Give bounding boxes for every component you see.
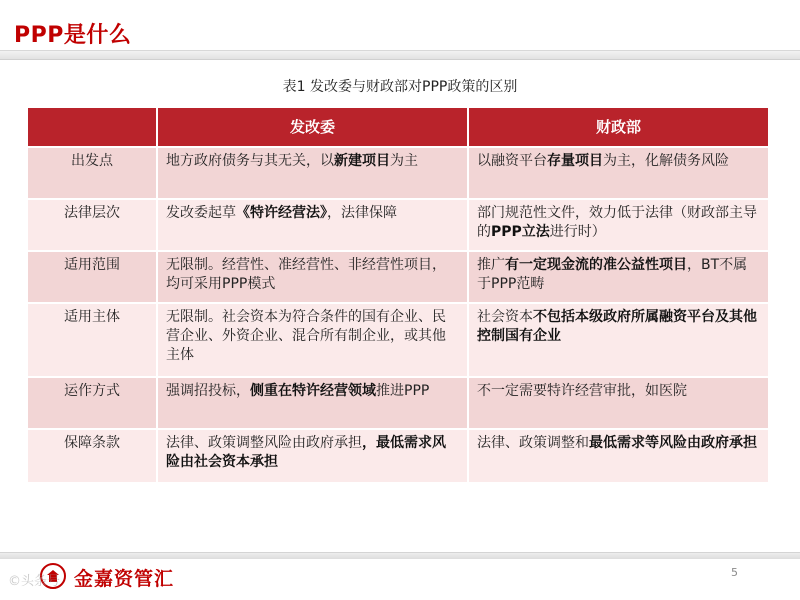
row-label: 适用主体: [28, 303, 157, 377]
cell-text: 无限制。经营性、准经营性、非经营性项目，均可采用PPP模式: [166, 257, 446, 292]
table-row: [28, 251, 768, 303]
ndrc-cell: [157, 303, 468, 377]
ndrc-cell: [157, 377, 468, 429]
row-label: 法律层次: [28, 199, 157, 251]
mof-cell: [468, 147, 768, 199]
table-caption: 表1 发改委与财政部对PPP政策的区别: [282, 79, 518, 95]
table-row: [28, 199, 768, 251]
cell-text: 进行时）: [549, 224, 606, 240]
mof-cell: [468, 377, 768, 429]
row-label: 适用范围: [28, 251, 157, 303]
emphasis-text: 存量项目: [547, 153, 603, 169]
mof-cell: [468, 303, 768, 377]
cell-text: 法律、政策调整风险由政府承担: [166, 435, 362, 451]
cell-text: 社会资本: [477, 309, 533, 325]
cell-text: 为主，化解债务风险: [603, 153, 729, 169]
header-mof: 财政部: [468, 108, 768, 147]
header-ndrc: 发改委: [157, 108, 468, 147]
emphasis-text: 侧重在特许经营领域: [250, 383, 376, 399]
mof-cell: [468, 429, 768, 482]
ndrc-cell: [157, 147, 468, 199]
page-number: 5: [731, 566, 738, 579]
mof-cell: [468, 251, 768, 303]
emphasis-text: 《特许经营法》: [236, 205, 327, 221]
policy-comparison-table: [28, 108, 768, 482]
cell-text: 强调招投标，: [166, 383, 250, 399]
emphasis-text: PPP立法: [491, 224, 550, 240]
ndrc-cell: [157, 429, 468, 482]
table-row: [28, 147, 768, 199]
cell-text: ，法律保障: [327, 205, 397, 221]
cell-text: ，BT不属于PPP范畴: [477, 257, 748, 292]
cell-text: 推进PPP: [376, 383, 430, 399]
emphasis-text: 新建项目: [334, 153, 390, 169]
cell-text: 发改委起草: [166, 205, 236, 221]
cell-text: 推广: [477, 257, 505, 273]
cell-text: 法律、政策调整和: [477, 435, 589, 451]
cell-text: 地方政府债务与其无关，以: [166, 153, 334, 169]
watermark: ©头条号: [8, 574, 61, 589]
row-label: 出发点: [28, 147, 157, 199]
header-blank: [28, 108, 157, 147]
cell-text: 不一定需要特许经营审批，如医院: [477, 383, 687, 399]
row-label: 运作方式: [28, 377, 157, 429]
cell-text: 部门规范性文件，效力低于法律（财政部主导的: [477, 205, 757, 240]
cell-text: 为主: [390, 153, 418, 169]
cell-text: 无限制。社会资本为符合条件的国有企业、民营企业、外资企业、混合所有制企业，或其他主体: [166, 309, 446, 363]
ndrc-cell: [157, 251, 468, 303]
table-row: [28, 303, 768, 377]
footer-divider: [0, 552, 800, 559]
ndrc-cell: [157, 199, 468, 251]
table-row: [28, 429, 768, 482]
slide-title: PPP是什么: [14, 23, 132, 48]
table-header-row: [28, 108, 768, 147]
row-label: 保障条款: [28, 429, 157, 482]
emphasis-text: ，最低需求风险由社会资本承担: [166, 435, 446, 470]
mof-cell: [468, 199, 768, 251]
title-divider: [0, 50, 800, 60]
emphasis-text: 有一定现金流的准公益性项目: [505, 257, 687, 273]
emphasis-text: 最低需求等风险由政府承担: [589, 435, 757, 451]
emphasis-text: 不包括本级政府所属融资平台及其他控制国有企业: [477, 309, 757, 344]
table-row: [28, 377, 768, 429]
cell-text: 以融资平台: [477, 153, 547, 169]
brand-name: 金嘉资管汇: [74, 568, 175, 590]
